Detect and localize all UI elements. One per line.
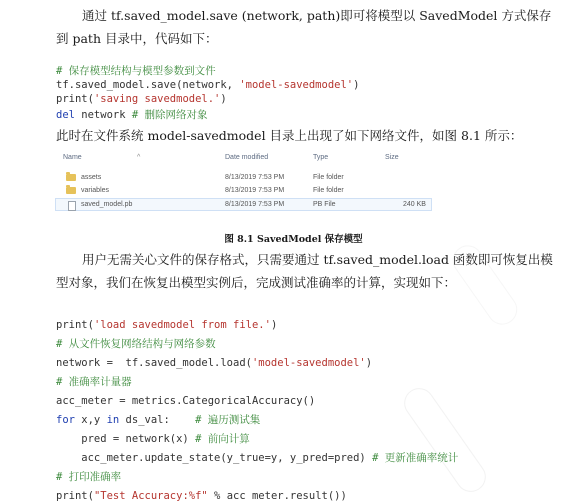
column-name: Name xyxy=(63,154,82,161)
file-explorer-screenshot xyxy=(55,151,432,213)
code-block-load xyxy=(56,297,458,501)
code-text: x,y xyxy=(74,414,107,426)
code-text: acc_meter = metrics.CategoricalAccuracy() xyxy=(56,395,316,407)
folder-icon xyxy=(66,187,76,194)
file-type: File folder xyxy=(313,174,344,181)
code-string: 'saving savedmodel.' xyxy=(93,93,221,105)
code-string: 'load savedmodel from file.' xyxy=(93,319,271,331)
code-text: acc_meter.update_state(y_true=y, y_pred=pred) xyxy=(56,452,373,464)
code-text: print( xyxy=(56,319,94,331)
column-type: Type xyxy=(313,154,329,161)
code-comment: # 前向计算 xyxy=(195,433,250,445)
code-text: ds_val: xyxy=(119,414,196,426)
code-keyword: in xyxy=(106,414,120,426)
code-text: print( xyxy=(56,93,94,105)
file-date: 8/13/2019 7:53 PM xyxy=(225,187,285,194)
folder-icon xyxy=(66,174,76,181)
code-keyword: del xyxy=(56,109,75,121)
code-text: ) xyxy=(353,79,360,91)
code-text: pred = network(x) xyxy=(56,433,196,445)
code-string: 'model-savedmodel' xyxy=(239,79,354,91)
column-date: Date modified xyxy=(225,154,269,161)
code-keyword: for xyxy=(56,414,75,426)
code-string: "Test Accuracy:%f" xyxy=(93,490,208,501)
code-text: network = tf.saved_model.load( xyxy=(56,357,252,369)
sort-arrow-icon: ^ xyxy=(137,154,141,161)
code-line-del xyxy=(56,108,208,122)
file-name: assets xyxy=(81,174,102,181)
file-date: 8/13/2019 7:53 PM xyxy=(225,201,285,208)
code-comment: # 遍历测试集 xyxy=(195,414,261,426)
code-comment: # 打印准确率 xyxy=(56,471,122,483)
code-text: network xyxy=(74,109,132,121)
explorer-row-selected xyxy=(55,198,432,211)
code-text: tf.saved_model.save(network, xyxy=(56,79,240,91)
explorer-row xyxy=(55,185,432,198)
code-comment: # 从文件恢复网络结构与网络参数 xyxy=(56,338,216,350)
file-date: 8/13/2019 7:53 PM xyxy=(225,174,285,181)
code-text: ) xyxy=(220,93,227,105)
code-string: 'model-savedmodel' xyxy=(251,357,366,369)
explorer-header xyxy=(55,151,432,165)
code-text: ) xyxy=(270,319,278,331)
code-comment: # 准确率计量器 xyxy=(56,376,132,388)
file-type: PB File xyxy=(313,201,336,208)
explorer-paragraph: 此时在文件系统 model-savedmodel 目录上出现了如下网络文件，如图 8.1 所示： xyxy=(56,128,523,143)
file-name: variables xyxy=(81,187,110,194)
code-text: ) xyxy=(365,357,373,369)
intro-paragraph: 通过 tf.saved_model.save (network, path)即可将模型以 SavedModel 方式保存到 path 目录中，代码如下： xyxy=(56,8,552,46)
code-block-save xyxy=(56,50,359,106)
restore-paragraph: 用户无需关心文件的保存格式，只需要通过 tf.saved_model.load 函数即可恢复出模型对象，我们在恢复出模型实例后，完成测试准确率的计算，实现如下： xyxy=(56,252,553,290)
file-name: saved_model.pb xyxy=(81,201,133,208)
code-text: % acc_meter.result()) xyxy=(207,490,347,501)
file-icon xyxy=(68,201,76,211)
code-comment: # 更新准确率统计 xyxy=(372,452,459,464)
column-size: Size xyxy=(385,154,399,161)
code-comment: # 删除网络对象 xyxy=(131,109,208,121)
file-size: 240 KB xyxy=(403,201,426,208)
code-text: print( xyxy=(56,490,94,501)
explorer-row xyxy=(55,172,432,185)
figure-caption: 图 8.1 SavedModel 保存模型 xyxy=(224,234,363,245)
code-comment: # 保存模型结构与模型参数到文件 xyxy=(56,65,216,77)
file-type: File folder xyxy=(313,187,344,194)
